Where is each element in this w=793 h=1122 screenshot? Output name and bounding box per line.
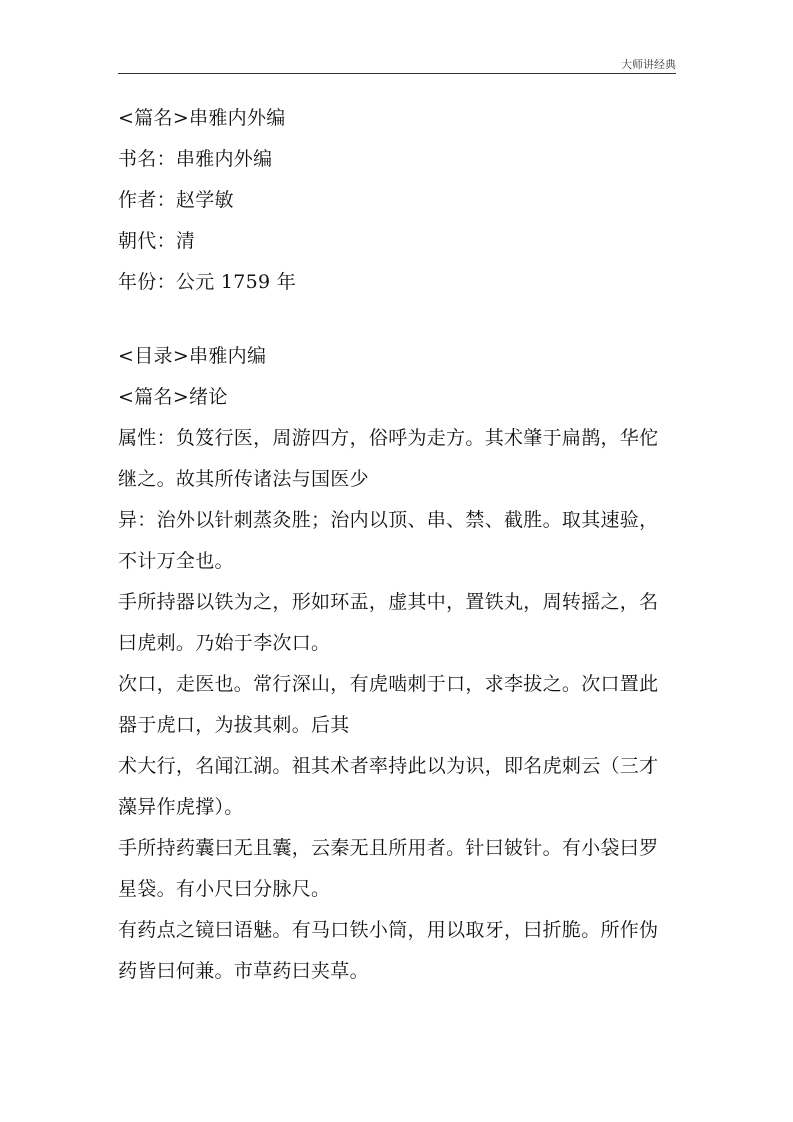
paragraph-line: 藻异作虎撑）。 <box>118 796 244 818</box>
paragraph-line: 术大行，名闻江湖。祖其术者率持此以为识，即名虎刺云（三才 <box>118 755 659 777</box>
dynasty: 朝代：清 <box>118 230 196 252</box>
paragraph-line: 手所持器以铁为之，形如环盂，虚其中，置铁丸，周转摇之，名 <box>118 591 659 613</box>
year: 年份：公元 1759 年 <box>118 271 297 293</box>
paragraph-line: 星袋。有小尺曰分脉尺。 <box>118 878 331 900</box>
paragraph-line: 有药点之镜曰语魅。有马口铁小筒，用以取牙，曰折脆。所作伪 <box>118 919 659 941</box>
paragraph-line: 不计万全也。 <box>118 550 234 572</box>
meta-block <box>118 98 678 303</box>
body-block <box>118 336 678 992</box>
paragraph-line: 次口，走医也。常行深山，有虎啮刺于口，求李拔之。次口置此 <box>118 673 659 695</box>
paragraph-line: 药皆曰何兼。市草药曰夹草。 <box>118 960 369 982</box>
section-heading: <篇名>绪论 <box>118 386 228 408</box>
paragraph-line: 继之。故其所传诸法与国医少 <box>118 468 369 490</box>
book-name: 书名：串雅内外编 <box>118 148 273 170</box>
author: 作者：赵学敏 <box>118 189 234 211</box>
paragraph-line: 手所持药囊曰无且囊，云秦无且所用者。针曰铍针。有小袋曰罗 <box>118 837 659 859</box>
paragraph-line: 属性：负笈行医，周游四方，俗呼为走方。其术肇于扁鹊，华佗 <box>118 427 659 449</box>
section-gap <box>118 303 678 336</box>
chapter-title: <篇名>串雅内外编 <box>118 107 286 129</box>
paragraph-line: 器于虎口，为拔其刺。后其 <box>118 714 350 736</box>
paragraph-line: 曰虎刺。乃始于李次口。 <box>118 632 331 654</box>
paragraph-line: 异：治外以针刺蒸灸胜；治内以顶、串、禁、截胜。取其速验， <box>118 509 659 531</box>
page-header-title: 大师讲经典 <box>621 58 676 71</box>
document-body <box>118 98 678 992</box>
header-divider <box>118 73 676 74</box>
toc-heading: <目录>串雅内编 <box>118 345 267 367</box>
